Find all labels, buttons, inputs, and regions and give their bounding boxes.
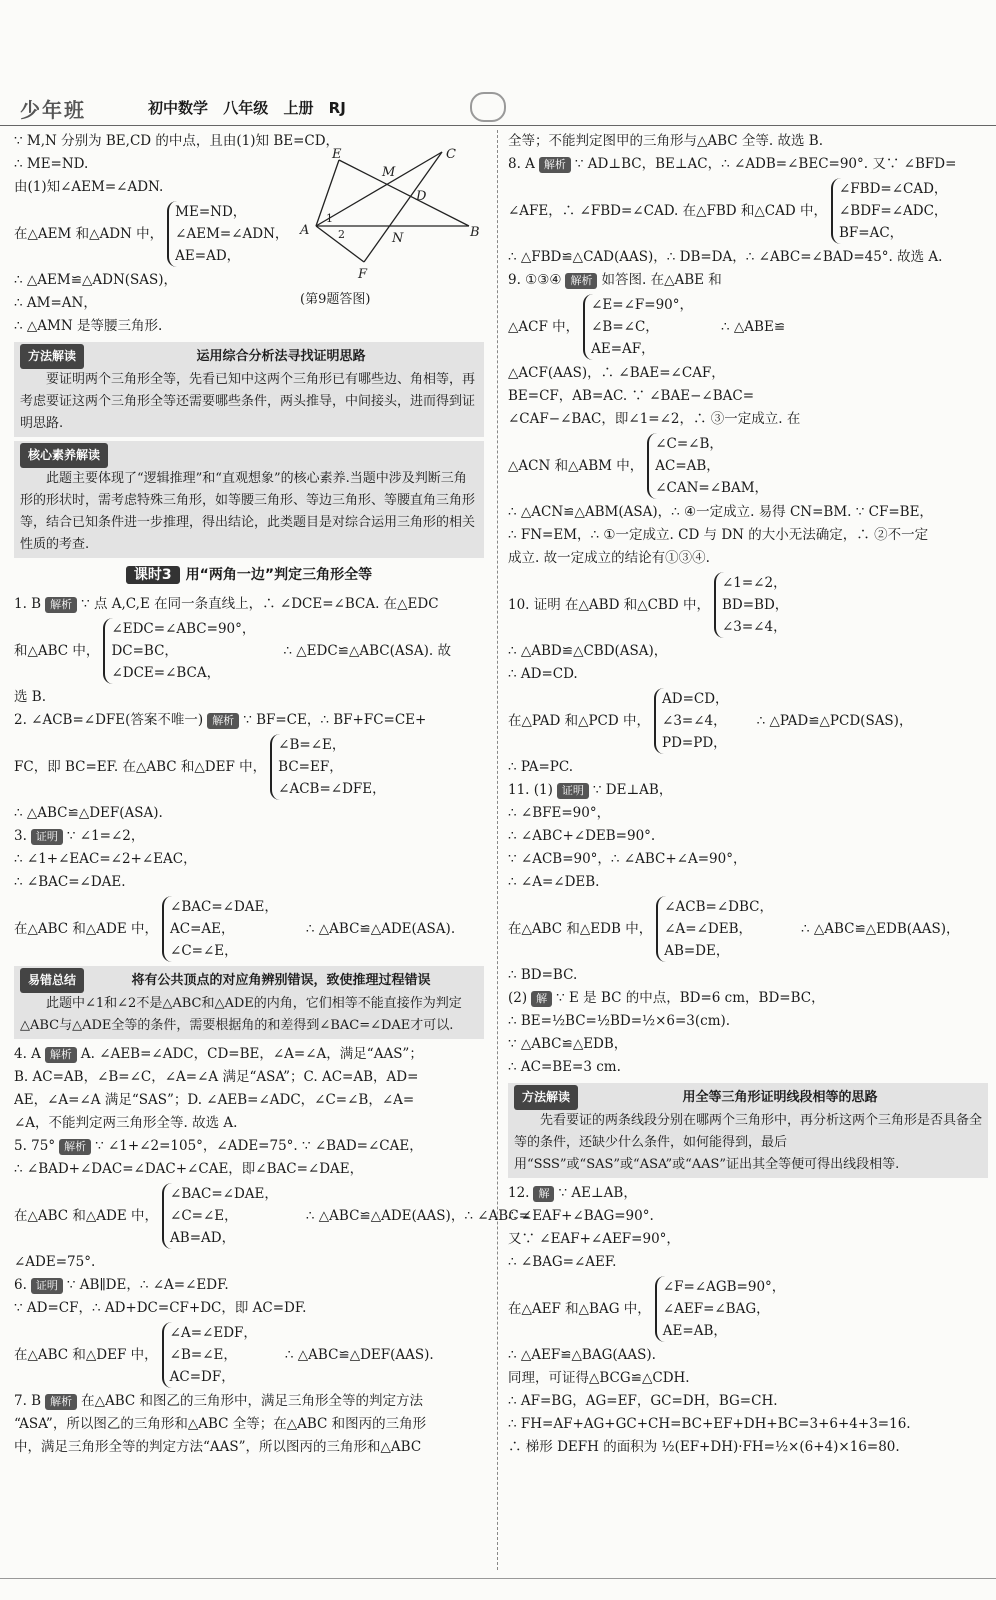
brace-row: ∠F=∠AGB=90°， [662,1279,786,1295]
line-text: ∴ 梯形 DEFH 的面积为 ½(EF+DH)·FH=½×(6+4)×16=80. [508,1439,900,1455]
answer-line [14,1066,484,1089]
line-text: ∴ FH=AF+AG+GC+CH=BC+EF+DH+BC=3+6+4+3=16. [508,1416,911,1432]
method-box-title: 用全等三角形证明线段相等的思路 [682,1090,878,1105]
line-rest: ∵ 点 A,C,E 在同一条直线上，∴ ∠DCE=∠BCA. 在△EDC [81,596,439,612]
brace-suffix: ∴ △ABE≌ [721,318,786,335]
answer-line [508,269,988,292]
line-text: 1. B [14,596,42,612]
line-rest: ∵ ∠1=∠2， [66,828,145,844]
line-text: ∴ ∠BAD+∠DAC=∠DAC+∠CAE，即∠BAC=∠DAE， [14,1161,364,1177]
brace-suffix: ∴ △ABC≌△ADE(ASA). [305,920,456,937]
brace-row: ∠3=∠4， [662,713,727,729]
brace-group [508,433,988,499]
brace-row: AD=CD， [662,691,729,707]
brace-row: ∠C=∠E， [170,943,238,959]
line-text: ∴ ME=ND. [14,156,89,172]
answer-line [508,1367,988,1390]
brace-suffix: ∴ △EDC≌△ABC(ASA). 故 [283,642,451,659]
brace-row: ∠C=∠B， [655,436,723,452]
answer-line [508,640,988,663]
answer-tag: 解析 [565,273,597,289]
answer-line [508,501,988,524]
brace-row: ∠A=∠EDF， [169,1325,257,1341]
line-text: ∵ M,N 分别为 BE,CD 的中点，且由(1)知 BE=CD， [14,133,340,149]
line-text: ∴ ∠EAF+∠BAG=90°. [508,1208,654,1224]
brace-row: ∠ACB=∠DFE， [278,781,386,797]
fig-label: N [392,231,404,246]
method-box-body: 此题中∠1和∠2不是△ABC和△ADE的内角，它们相等不能直接作为判定△ABC与△ADE全等的条件，需要根据角的和差得到∠BAC=∠DAE才可以. [20,996,462,1033]
brace-body [647,433,768,499]
brace-row: AB=AD， [170,1230,236,1246]
brace-body [714,572,788,638]
brace-prefix: 在△AEF 和△BAG 中， [508,1300,651,1317]
line-text: ∠A，不能判定两三角形全等. 故选 A. [14,1115,238,1131]
line-text: ∵ ∠ACB=90°，∴ ∠ABC+∠A=90°， [508,851,747,867]
brace-row: ∠3=∠4， [721,619,787,635]
brace-row: AE=AF， [591,341,655,357]
line-text: 11. (1) [508,782,553,798]
answer-line [508,130,988,153]
brace-body [162,896,278,962]
brace-prefix: △ACN 和△ABM 中， [508,457,644,474]
lesson-number: 课时3 [126,566,180,584]
brace-group [508,1276,988,1342]
line-text: ∴ AD=CD. [508,666,578,682]
answer-tag: 解 [533,1186,554,1202]
brace-row: ∠1=∠2， [721,575,787,591]
brace-prefix: ∠AFE，∴ ∠FBD=∠CAD. 在△FBD 和△CAD 中， [508,202,827,219]
line-text: ∴ PA=PC. [508,759,574,775]
line-rest: ∵ AE⊥AB， [558,1185,637,1201]
answer-line [14,1436,484,1459]
line-text: △ACF(AAS)，∴ ∠BAE=∠CAF， [508,365,725,381]
answer-tag: 解析 [207,713,239,729]
answer-line [508,663,988,686]
answer-line [508,756,988,779]
line-text: ∴ △AMN 是等腰三角形. [14,318,163,334]
brace-row: ∠B=∠C， [591,319,659,335]
brace-body [162,1183,278,1249]
figure-q9 [294,146,484,286]
answer-line [14,1158,484,1181]
brace-prefix: △ACF 中， [508,318,580,335]
brace-row: ∠DCE=∠BCA， [111,665,221,681]
book-title: 初中数学 八年级 上册 RJ [148,99,346,117]
brace-body [270,734,385,800]
answer-line [508,1182,988,1205]
answer-line: ∴ BE=½BC=½BD=½×6=3(cm). [508,1013,731,1029]
answer-line [508,1251,988,1274]
answer-line [14,1297,484,1320]
line-text: 同理，可证得△BCG≌△CDH. [508,1370,690,1386]
line-text: ∴ ∠A=∠DEB. [508,874,600,890]
answer-tag: 解析 [59,1139,91,1155]
answer-line [508,779,988,802]
answer-line [14,593,484,616]
fig-label: B [470,225,480,240]
line-text: 12. [508,1185,530,1201]
line-text: (2) [508,990,528,1006]
answer-line [508,964,988,987]
line-rest: 在△ABC 和图乙的三角形中，满足三角形全等的判定方法 [81,1393,424,1409]
brace-row: ∠AEM=∠ADN， [175,226,289,242]
method-box [14,441,484,558]
line-text: 2. ∠ACB=∠DFE(答案不唯一) [14,712,204,728]
answer-line [508,825,988,848]
line-text: ∴ FN=EM，∴ ①一定成立. CD 与 DN 的大小无法确定，∴ ②不一定 [508,527,929,543]
line-text: ∴ AC=BE=3 cm. [508,1059,621,1075]
brace-group [14,734,484,800]
line-text: 4. A [14,1046,41,1062]
answer-tag: 解析 [45,1394,77,1410]
brace-prefix: 在△ABC 和△EDB 中， [508,920,653,937]
brace-row: ∠BAC=∠DAE， [170,899,278,915]
line-text: ∴ △AEM≌△ADN(SAS)， [14,272,178,288]
brace-body [655,1276,786,1342]
answer-tag: 解析 [539,157,571,173]
brace-row: AC=DF， [169,1369,235,1385]
brace-prefix: 10. 证明 在△ABD 和△CBD 中， [508,596,710,613]
line-text: ∴ AM=AN， [14,295,97,311]
brace-body [831,178,947,244]
line-rest: ∵ ∠1+∠2=105°，∠ADE=75°. ∵ ∠BAD=∠CAE， [95,1138,423,1154]
answer-line [508,1056,988,1079]
footer-rule [0,1578,996,1579]
line-rest: ∵ AD⊥BC，BE⊥AC，∴ ∠ADB=∠BEC=90°. 又∵ ∠BFD= [574,156,957,172]
line-rest: ∵ DE⊥AB， [592,782,673,798]
brace-prefix: 在△ABC 和△DEF 中， [14,1346,158,1363]
line-text: ∴ ∠1+∠EAC=∠2+∠EAC， [14,851,197,867]
answer-line [14,802,484,825]
answer-line [508,1228,988,1251]
page-header [0,0,996,128]
line-rest: 如答图. 在△ABE 和 [601,272,722,288]
method-box-header [514,1085,982,1110]
figure-caption: (第9题答图) [300,292,371,307]
line-text: ∴ △ABD≌△CBD(ASA)， [508,643,668,659]
line-text: ∴ BD=BC. [508,967,578,983]
line-rest: ∵ AB∥DE，∴ ∠A=∠EDF. [66,1277,229,1293]
method-box-label: 易错总结 [20,968,84,993]
brace-row: AE=AB， [662,1323,727,1339]
fig-label: C [446,147,456,162]
method-box-header [20,443,478,468]
brace-row: ∠C=∠E， [170,1208,238,1224]
line-text: 全等；不能判定图甲的三角形与△ABC 全等. 故选 B. [508,133,824,149]
fig-label: D [416,189,427,204]
answer-line [508,524,988,547]
method-box-title: 将有公共顶点的对应角辨别错误，致使推理过程错误 [131,973,431,988]
line-text: ∴ ∠BAG=∠AEF. [508,1254,617,1270]
line-text: ∴ △FBD≌△CAD(AAS)，∴ DB=DA，∴ ∠ABC=∠BAD=45°. 故选 A. [508,249,943,265]
brace-suffix: ∴ △ABC≌△DEF(AAS). [284,1346,434,1363]
answer-line [14,825,484,848]
brace-body [654,688,729,754]
line-rest: A. ∠AEB=∠ADC，CD=BE，∠A=∠A，满足“AAS”； [80,1046,423,1062]
brace-row: ∠B=∠E， [278,737,346,753]
answer-line [14,1390,484,1413]
answer-tag: 解析 [45,1047,77,1063]
answer-line [14,1043,484,1066]
line-text: ∴ △AEF≌△BAG(AAS). [508,1347,656,1363]
brace-group [508,896,988,962]
brace-body [103,618,255,684]
fig-label: F [358,267,368,282]
lesson-heading [14,564,484,587]
answer-line [508,1436,988,1459]
brace-row: PD=PD， [662,735,727,751]
line-text: B. AC=AB，∠B=∠C，∠A=∠A 满足“ASA”；C. AC=AB，AD= [14,1069,419,1085]
line-text: ∴ ∠ABC+∠DEB=90°. [508,828,656,844]
brace-group [14,618,484,684]
answer-tag: 证明 [31,1278,63,1294]
brace-body [656,896,773,962]
brace-prefix: 在△AEM 和△ADN 中， [14,225,164,242]
answer-line [508,153,988,176]
line-text: ∵ △ABC≌△EDB， [508,1036,628,1052]
answer-tag: 证明 [31,829,63,845]
brand-logo: 少年班 [20,98,86,122]
brace-row: DC=BC， [111,643,178,659]
brace-prefix: 在△ABC 和△ADE 中， [14,1207,159,1224]
brace-row: ∠A=∠DEB， [664,921,752,937]
line-text: AE，∠A=∠A 满足“SAS”；D. ∠AEB=∠ADC，∠C=∠B，∠A= [14,1092,415,1108]
answer-tag: 解 [531,991,552,1007]
brace-row: ∠BAC=∠DAE， [170,1186,278,1202]
brace-suffix: ∴ △PAD≌△PCD(SAS)， [756,712,913,729]
method-box [508,1083,988,1178]
brace-prefix: 在△ABC 和△ADE 中， [14,920,159,937]
answer-line [14,848,484,871]
answer-line [14,1251,484,1274]
brace-row: BF=AC， [838,225,904,241]
line-text: 3. [14,828,27,844]
line-text: ∴ △ACN≌△ABM(ASA)，∴ ④一定成立. 易得 CN=BM. ∵ CF=BE， [508,504,933,520]
brace-body [162,1322,257,1388]
answer-tag: 证明 [557,783,589,799]
brace-row: BC=EF， [278,759,343,775]
fig-label: 1 [326,212,333,225]
answer-line [14,709,484,732]
method-box-label: 核心素养解读 [20,443,108,468]
answer-line [14,871,484,894]
brace-group [508,178,988,244]
brace-row: ∠CAN=∠BAM， [655,480,769,496]
line-text: ∴ AF=BG，AG=EF，GC=DH，BG=CH. [508,1393,778,1409]
brace-group [508,688,988,754]
line-text: ∴ ∠BAC=∠DAE. [14,874,126,890]
brace-row: BD=BD， [721,597,789,613]
brace-group [14,896,484,962]
answer-line [508,987,988,1010]
answer-line [14,1413,484,1436]
line-text: 选 B. [14,689,47,705]
answer-line [508,802,988,825]
brace-row: ∠AEF=∠BAG， [662,1301,770,1317]
method-box-body: 要证明两个三角形全等，先看已知中这两个三角形已有哪些边、角相等，再考虑要证这两个三角形全等还需要哪些条件，两头推导，中间接头，进而得到证明思路. [20,372,476,431]
line-text: 成立. 故一定成立的结论有①③④. [508,550,710,566]
brace-prefix: 在△PAD 和△PCD 中， [508,712,651,729]
fig-label: M [382,165,396,180]
line-text: 7. B [14,1393,42,1409]
method-box-header [20,344,478,369]
line-text: 9. ①③④ [508,272,562,288]
line-text: 8. A [508,156,535,172]
brace-group [508,572,988,638]
answer-line [14,1274,484,1297]
method-box-body: 先看要证的两条线段分别在哪两个三角形中，再分析这两个三角形是否具备全等的条件，还缺少什么条件，如何能得到，最后用“SSS”或“SAS”或“ASA”或“AAS”证出其全等便可得出线段相等. [514,1113,983,1172]
brace-body [167,201,288,267]
fig-label: 2 [338,228,345,241]
line-text: 5. 75° [14,1138,56,1154]
brace-row: ∠BDF=∠ADC， [838,203,948,219]
answer-line [508,848,988,871]
answer-line [14,1112,484,1135]
answer-line [508,1033,988,1056]
answer-line [508,1205,988,1228]
fig-label: A [300,223,310,238]
brace-prefix: FC，即 BC=EF. 在△ABC 和△DEF 中， [14,758,267,775]
brace-body [583,294,693,360]
answer-line [14,315,484,338]
method-box-label: 方法解读 [514,1085,578,1110]
answer-line [14,686,484,709]
line-text: 6. [14,1277,27,1293]
method-box [14,342,484,437]
method-box-title: 运用综合分析法寻找证明思路 [196,349,366,364]
answer-line [508,408,988,431]
answer-line [508,246,988,269]
line-text: ∵ AD=CF，∴ AD+DC=CF+DC，即 AC=DF. [14,1300,307,1316]
answer-line [508,1344,988,1367]
method-box-header [20,968,478,993]
brace-row: ∠FBD=∠CAD， [838,181,948,197]
answer-line [508,871,988,894]
answer-line [508,385,988,408]
method-box [14,966,484,1039]
line-text: 又∵ ∠EAF+∠AEF=90°， [508,1231,680,1247]
answer-tag: 解析 [45,597,77,613]
brace-row: AC=AB， [655,458,720,474]
brace-suffix: ∴ △ABC≌△ADE(AAS)，∴ ∠ABC= [305,1207,531,1224]
line-text: ∠CAF−∠BAC，即∠1=∠2，∴ ③一定成立. 在 [508,411,801,427]
brace-row: AC=AE， [170,921,235,937]
answer-line [508,1390,988,1413]
line-text: ∴ △ABC≌△DEF(ASA). [14,805,163,821]
brace-row: ∠B=∠E， [169,1347,237,1363]
lesson-title: 用“两角一边”判定三角形全等 [185,567,373,583]
brace-suffix: ∴ △ABC≌△EDB(AAS)， [800,920,960,937]
brace-row: ME=ND， [175,204,247,220]
answer-line [508,547,988,570]
brace-row: AB=DE， [664,943,730,959]
line-text: “ASA”，所以图乙的三角形和△ABC 全等；在△ABC 和图丙的三角形 [14,1416,427,1432]
mascot-icon [470,92,506,122]
brace-row: ∠EDC=∠ABC=90°， [111,621,256,637]
line-text: BE=CF，AB=AC. ∵ ∠BAE−∠BAC= [508,388,755,404]
brace-group [14,1322,484,1388]
answer-line [14,1089,484,1112]
answer-line [14,1135,484,1158]
answer-line [508,1413,988,1436]
answer-line [14,292,484,315]
line-text: ∠ADE=75°. [14,1254,96,1270]
method-box-body: 此题主要体现了“逻辑推理”和“直观想象”的核心素养.当题中涉及判断三角形的形状时，需考虑特殊三角形，如等腰三角形、等边三角形、等腰直角三角形等，结合已知条件进一步推理，得出结论，此类题目是对综合运用三角形的相关性质的考查. [20,471,476,552]
fig-label: E [332,147,342,162]
line-text: ∴ ∠BFE=90°， [508,805,611,821]
brace-prefix: 和△ABC 中， [14,642,100,659]
brace-row: ∠E=∠F=90°， [591,297,694,313]
line-rest: ∵ E 是 BC 的中点，BD=6 cm，BD=BC， [556,990,825,1006]
right-column [508,130,988,1459]
brace-group [508,294,988,360]
brace-row: ∠ACB=∠DBC， [664,899,773,915]
header-rule [0,125,996,126]
answer-line [508,362,988,385]
column-divider [497,130,498,1570]
method-box-label: 方法解读 [20,344,84,369]
line-rest: ∵ BF=CE，∴ BF+FC=CE+ [243,712,427,728]
brace-row: AE=AD， [175,248,241,264]
line-text: 由(1)知∠AEM=∠ADN. [14,179,164,195]
line-text: 中，满足三角形全等的判定方法“AAS”，所以图丙的三角形和△ABC [14,1439,422,1455]
